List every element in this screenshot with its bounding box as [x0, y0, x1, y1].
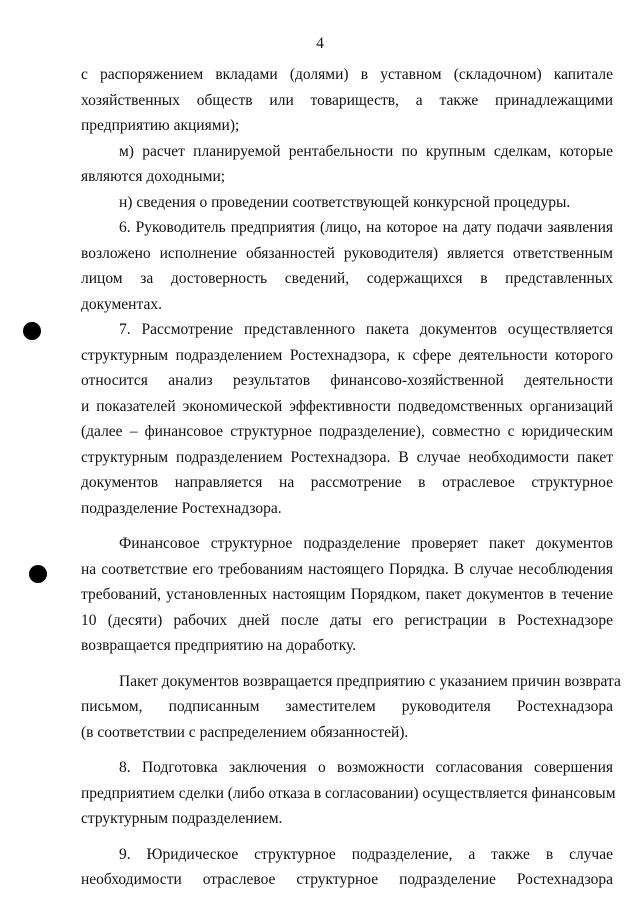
text-line: относится анализ результатов финансово-хозяйственной деятельности — [81, 372, 613, 389]
text-line: структурным подразделением Ростехнадзора. В случае необходимости пакет — [81, 448, 613, 466]
text-line: Финансовое структурное подразделение проверяет пакет документов — [119, 535, 613, 552]
text-line: документов направляется на рассмотрение в отраслевое структурное — [81, 474, 613, 491]
paragraph-gap — [81, 745, 613, 755]
text-line: 9. Юридическое структурное подразделение, а также в случае — [119, 845, 613, 863]
text-line: м) расчет планируемой рентабельности по крупным сделкам, которые — [119, 142, 613, 160]
text-line: на соответствие его требованиям настоящего Порядка. В случае несоблюдения — [81, 560, 613, 578]
text-line: документах. — [81, 295, 162, 313]
text-line: подразделение Ростехнадзора. — [81, 499, 282, 517]
text-line: возложено исполнение обязанностей руководителя) является ответственным — [81, 244, 613, 262]
paragraph-gap — [81, 659, 613, 669]
punch-hole-mark — [29, 565, 47, 583]
text-line: 7. Рассмотрение представленного пакета документов осуществляется — [119, 321, 613, 338]
document-body — [81, 62, 621, 893]
text-line: лицом за достоверность сведений, содержащихся в представленных — [81, 270, 613, 287]
text-line: структурным подразделением Ростехнадзора, к сфере деятельности которого — [81, 346, 613, 364]
text-line: Пакет документов возвращается предприятию с указанием причин возврата — [119, 672, 621, 690]
text-line: 6. Руководитель предприятия (лицо, на которое на дату подачи заявления — [119, 219, 613, 236]
text-line: 10 (десяти) рабочих дней после даты его регистрации в Ростехнадзоре — [81, 611, 613, 629]
text-line: возвращается предприятию на доработку. — [81, 637, 357, 654]
text-line: (в соответствии с распределением обязанностей). — [81, 723, 409, 741]
page-number: 4 — [316, 35, 324, 52]
text-line: предприятию акциями); — [81, 117, 240, 134]
punch-hole-mark — [23, 322, 41, 340]
text-line: структурным подразделением. — [81, 810, 283, 827]
paragraph-gap — [81, 521, 613, 531]
text-line: являются доходными; — [81, 168, 226, 185]
text-line: с распоряжением вкладами (долями) в уставном (складочном) капитале — [81, 66, 613, 83]
text-line: н) сведения о проведении соответствующей конкурсной процедуры. — [119, 193, 571, 211]
text-line: письмом, подписанным заместителем руководителя Ростехнадзора — [81, 698, 613, 715]
text-line: хозяйственных обществ или товариществ, а также принадлежащими — [81, 91, 613, 109]
text-line: требований, установленных настоящим Порядком, пакет документов в течение — [81, 586, 613, 603]
text-line: 8. Подготовка заключения о возможности согласования совершения — [119, 759, 613, 776]
text-line: предприятием сделки (либо отказа в согласовании) осуществляется финансовым — [81, 784, 616, 802]
text-line: (далее – финансовое структурное подразделение), совместно с юридическим — [81, 423, 613, 440]
text-line: необходимости отраслевое структурное подразделение Ростехнадзора — [81, 871, 613, 888]
text-line: и показателей экономической эффективности подведомственных организаций — [81, 397, 613, 415]
paragraph-gap — [81, 832, 613, 842]
